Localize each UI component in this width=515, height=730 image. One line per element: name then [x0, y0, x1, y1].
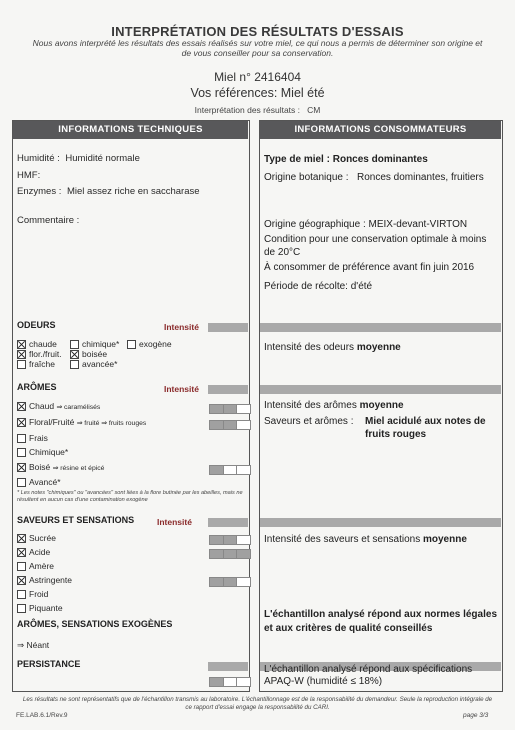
checkbox-checked[interactable]	[17, 548, 26, 557]
taste-intensity-label: Intensité des saveurs et sensations	[264, 534, 421, 545]
odour-intensity	[264, 342, 401, 355]
saveur-option[interactable]: Froid	[17, 589, 48, 599]
client-references: Vos références: Miel été	[190, 86, 325, 100]
checkbox-empty[interactable]	[70, 360, 79, 369]
form-reference: FE.LAB.6.1/Rev.9	[16, 712, 68, 719]
saveurs-band	[208, 518, 248, 527]
persistance-title: PERSISTANCE	[17, 659, 81, 669]
checkbox-checked[interactable]	[17, 350, 26, 359]
taste-intensity	[264, 534, 467, 547]
saveur-option[interactable]: Piquante	[17, 603, 63, 613]
intensity-scale	[209, 465, 251, 475]
botanical-value: Ronces dominantes, fruitiers	[357, 172, 484, 183]
aromes-footnote: * Les notes "chimiques" ou "avancées" sont liées à la flore butinée par les abeilles, mais ne résultent en aucun cas d'une contamination exogène	[17, 490, 243, 503]
best-before: À consommer de préférence avant fin juin 2016	[264, 262, 475, 273]
intensity-scale	[209, 549, 251, 559]
saveur-option[interactable]: Acide	[17, 547, 50, 557]
honey-number: Miel n° 2416404	[214, 70, 301, 84]
left-band-odeurs	[208, 323, 248, 332]
checkbox-empty[interactable]	[17, 448, 26, 457]
saveurs-intensity-label: Intensité	[157, 517, 192, 527]
saveurs-title: SAVEURS ET SENSATIONS	[17, 515, 135, 525]
report-subtitle: Nous avons interprété les résultats des essais réalisés sur votre miel, ce qui nous a permis de déterminer son origine et de vous conseiller pour sa conservation.	[32, 38, 483, 58]
consumer-odeurs-band	[260, 323, 501, 332]
compliance-statement: L'échantillon analysé répond aux normes légales et aux critères de qualité conseillés	[264, 609, 498, 634]
odeur-option[interactable]: exogène	[127, 339, 172, 349]
consumer-heading: INFORMATIONS CONSOMMATEURS	[260, 121, 501, 139]
checkbox-checked[interactable]	[17, 418, 26, 427]
aroma-intensity	[264, 400, 404, 413]
geo-origin	[264, 219, 467, 232]
odeurs-title: ODEURS	[17, 320, 56, 330]
report-title: INTERPRÉTATION DES RÉSULTATS D'ESSAIS	[111, 24, 404, 39]
honey-type-label: Type de miel :	[264, 154, 330, 165]
humidity-row	[17, 153, 140, 164]
checkbox-checked[interactable]	[70, 350, 79, 359]
checkbox-checked[interactable]	[17, 402, 26, 411]
odeur-option[interactable]: chaude	[17, 339, 57, 349]
checkbox-empty[interactable]	[70, 340, 79, 349]
checkbox-checked[interactable]	[17, 576, 26, 585]
odour-intensity-label: Intensité des odeurs	[264, 342, 355, 353]
interpretation-line	[0, 105, 515, 115]
flavours-value: Miel acidulé aux notes de fruits rouges	[365, 416, 486, 440]
arome-option[interactable]: Frais	[17, 433, 48, 443]
comment-label: Commentaire :	[17, 215, 80, 226]
harvest-period: Période de récolte: d'été	[264, 281, 373, 292]
aromes-band	[208, 385, 248, 394]
checkbox-empty[interactable]	[17, 360, 26, 369]
arome-option[interactable]: Floral/Fruité ⇒ fruité ⇒ fruits rouges	[17, 417, 146, 427]
intensity-scale	[209, 535, 251, 545]
checkbox-empty[interactable]	[17, 562, 26, 571]
intensity-scale	[209, 577, 251, 587]
checkbox-checked[interactable]	[17, 534, 26, 543]
odeurs-intensity-label: Intensité	[164, 322, 199, 332]
geo-label: Origine géographique :	[264, 219, 366, 230]
botanical-label: Origine botanique :	[264, 172, 349, 183]
honey-type-value: Ronces dominantes	[332, 154, 428, 165]
footer-disclaimer: Les résultats ne sont représentatifs que de l'échantillon transmis au laboratoire. L'échantillonnage est de la responsabilité du demandeur. Seule la reproduction intégrale de ce rapport d'essai engage la responsabilité du CARI.	[22, 696, 493, 711]
enzymes-label: Enzymes :	[17, 186, 62, 197]
odeur-option[interactable]: chimique*	[70, 339, 119, 349]
humidity-label: Humidité :	[17, 153, 60, 164]
odeur-option[interactable]: boisée	[70, 349, 107, 359]
honey-type	[264, 154, 499, 167]
aromes-intensity-label: Intensité	[164, 384, 199, 394]
page-number: page 3/3	[463, 712, 489, 719]
intensity-scale	[209, 677, 251, 687]
hmf-label: HMF:	[17, 170, 41, 181]
consumer-aromes-band	[260, 385, 501, 394]
conservation-condition: Condition pour une conservation optimale à moins de 20°C	[264, 234, 487, 258]
interpretation-value: CM	[307, 105, 321, 115]
taste-intensity-value: moyenne	[422, 534, 467, 545]
arome-option[interactable]: Avancé*	[17, 477, 61, 487]
arome-option[interactable]: Boisé ⇒ résine et épicé	[17, 462, 104, 472]
odeur-option[interactable]: fraîche	[17, 359, 55, 369]
odeur-option[interactable]: avancée*	[70, 359, 117, 369]
aroma-intensity-value: moyenne	[359, 400, 404, 411]
aromes-title: ARÔMES	[17, 382, 57, 392]
saveur-option[interactable]: Sucrée	[17, 533, 56, 543]
humidity-value: Humidité normale	[65, 153, 140, 164]
interpretation-label: Interprétation des résultats :	[194, 105, 301, 115]
geo-value: MEIX-devant-VIRTON	[368, 219, 468, 230]
checkbox-empty[interactable]	[127, 340, 136, 349]
technical-heading: INFORMATIONS TECHNIQUES	[13, 121, 248, 139]
flavours-label: Saveurs et arômes :	[264, 416, 354, 427]
enzymes-value: Miel assez riche en saccharase	[67, 186, 200, 197]
arome-option[interactable]: Chaud ⇒ caramélisés	[17, 401, 100, 411]
intensity-scale	[209, 420, 251, 430]
checkbox-empty[interactable]	[17, 434, 26, 443]
saveur-option[interactable]: Amère	[17, 561, 54, 571]
intensity-scale	[209, 404, 251, 414]
checkbox-empty[interactable]	[17, 604, 26, 613]
saveur-option[interactable]: Astringente	[17, 575, 72, 585]
exogenes-title: ARÔMES, SENSATIONS EXOGÈNES	[17, 619, 173, 629]
arome-option[interactable]: Chimique*	[17, 447, 68, 457]
exogenes-value: ⇒ Néant	[17, 640, 50, 650]
persistance-band	[208, 662, 248, 671]
odour-intensity-value: moyenne	[356, 342, 401, 353]
aroma-intensity-label: Intensité des arômes	[264, 400, 357, 411]
odeur-option[interactable]: flor./fruit.	[17, 349, 62, 359]
checkbox-checked[interactable]	[17, 463, 26, 472]
enzymes-row	[17, 186, 200, 197]
checkbox-empty[interactable]	[17, 590, 26, 599]
checkbox-empty[interactable]	[17, 478, 26, 487]
apaq-statement: L'échantillon analysé répond aux spécifications APAQ-W (humidité ≤ 18%)	[264, 664, 473, 687]
consumer-saveurs-band	[260, 518, 501, 527]
checkbox-checked[interactable]	[17, 340, 26, 349]
